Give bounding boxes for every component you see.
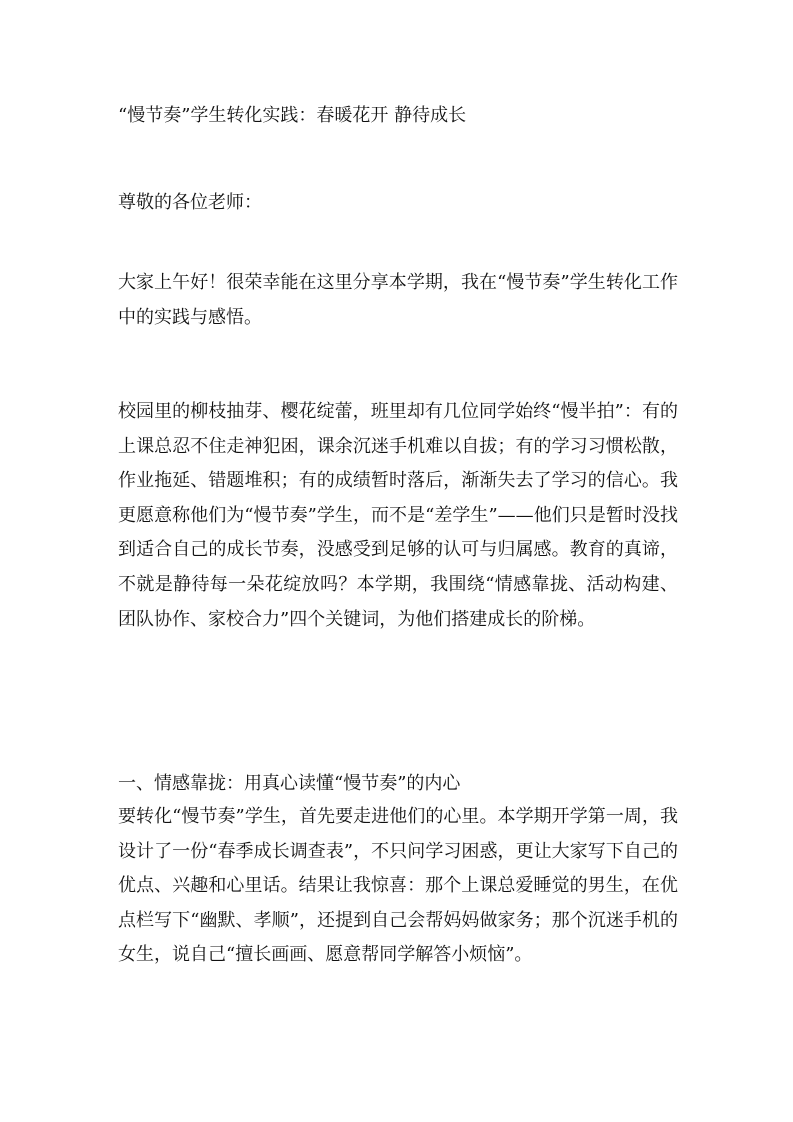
intro-paragraph: 大家上午好！很荣幸能在这里分享本学期，我在“慢节奏”学生转化工作中的实践与感悟。: [118, 272, 678, 328]
section-paragraph: 要转化“慢节奏”学生，首先要走进他们的心里。本学期开学第一周，我设计了一份“春季成长调查表”，不只问学习困惑，更让大家写下自己的优点、兴趣和心里话。结果让我惊喜：那个上课总爱睡觉的男生，在优点栏写下“幽默、孝顺”，还提到自己会帮妈妈做家务；那个沉迷手机的女生，说自己“擅长画画、愿意帮同学解答小烦恼”。: [118, 806, 678, 966]
document-title: “慢节奏”学生转化实践：春暖花开 静待成长: [118, 105, 467, 126]
background-paragraph: 校园里的柳枝抽芽、樱花绽蕾，班里却有几位同学始终“慢半拍”：有的上课总忍不住走神犯困，课余沉迷手机难以自拔；有的学习习惯松散，作业拖延、错题堆积；有的成绩暂时落后，渐渐失去了学习的信心。我更愿意称他们为“慢节奏”学生，而不是“差学生”——他们只是暂时没找到适合自己的成长节奏，没感受到足够的认可与归属感。教育的真谛，不就是静待每一朵花绽放吗？本学期，我围绕“情感靠拢、活动构建、团队协作、家校合力”四个关键词，为他们搭建成长的阶梯。: [118, 401, 678, 630]
greeting-line: 尊敬的各位老师：: [118, 192, 262, 213]
section-heading: 一、情感靠拢：用真心读懂“慢节奏”的内心: [118, 773, 461, 794]
